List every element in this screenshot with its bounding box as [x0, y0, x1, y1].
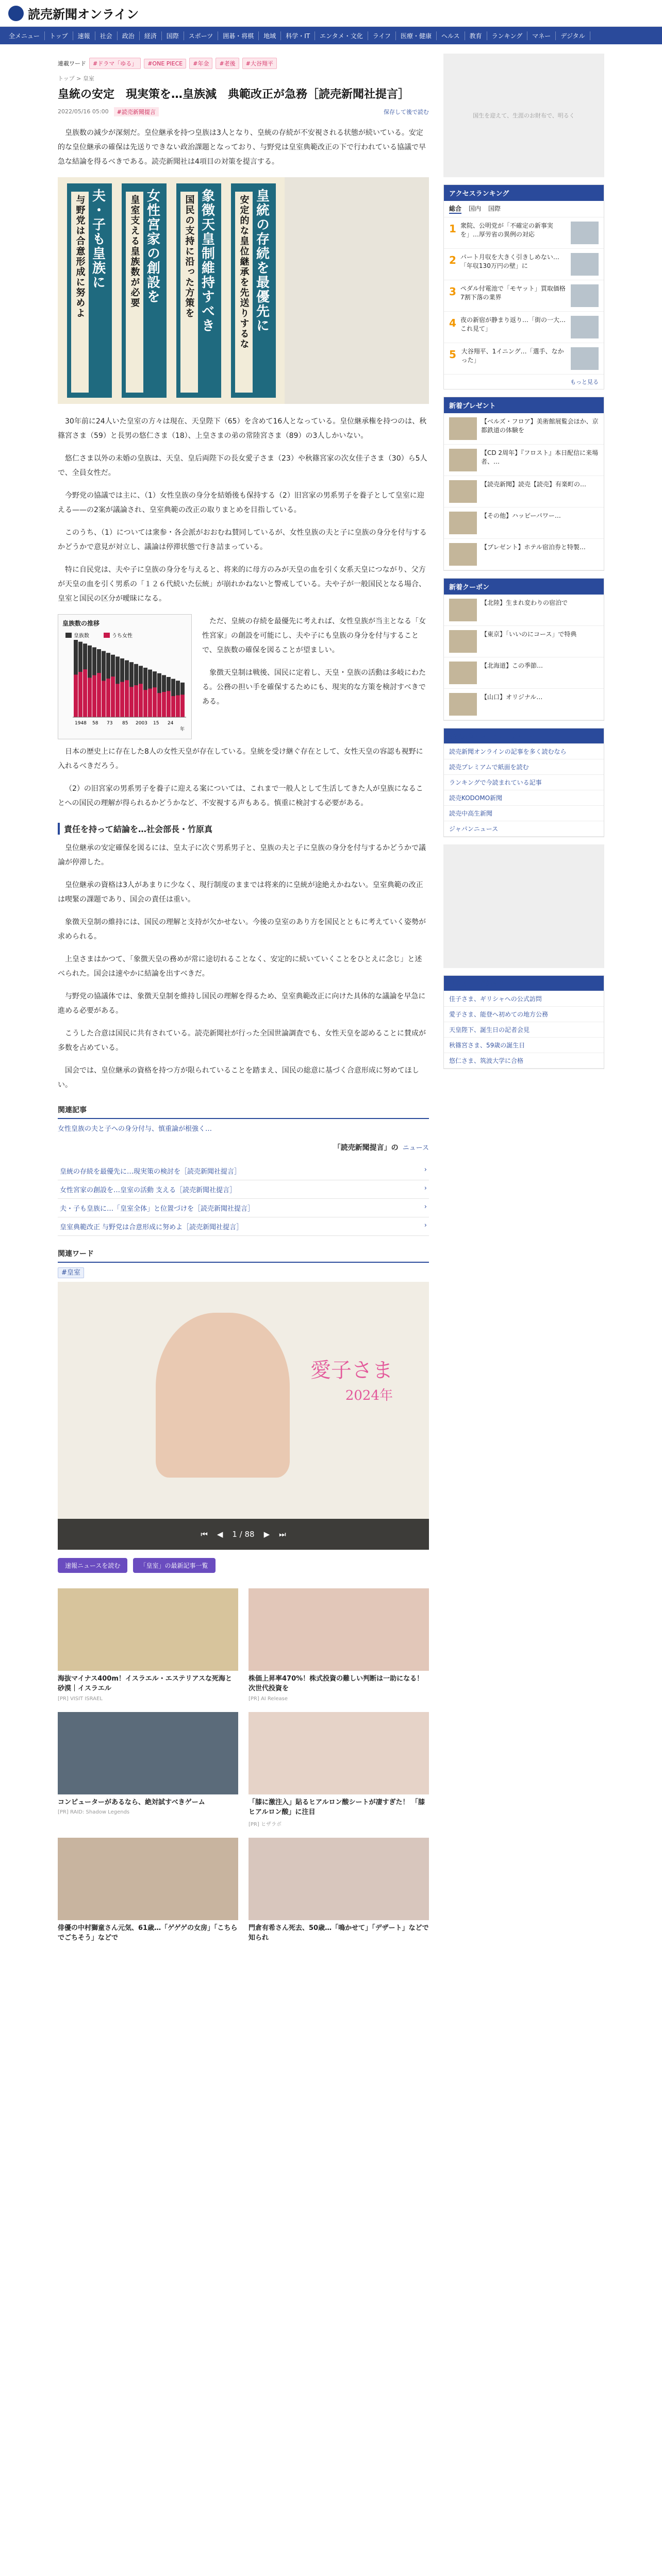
ranking-item[interactable]: 3 ペダル付電池で「モヤット」買取価格7割下落の業界	[444, 280, 604, 312]
keyword-heading: 関連ワード	[58, 1245, 429, 1263]
article-meta	[58, 107, 429, 116]
tag-link[interactable]: #老後	[216, 58, 239, 69]
service-link[interactable]: 読売中高生新聞	[444, 806, 604, 821]
article-paragraph: 皇位継承の資格は3人があまりに少なく、現行制度のままでは将来的に皇統が途絶えかねない。皇室典範の改正は喫緊の課題であり、国会の責任は重い。	[58, 880, 423, 904]
hero-block: 女性宮家の創設を 皇室支える皇族数が必要	[122, 183, 167, 398]
service-link[interactable]: ランキングで今読まれている記事	[444, 775, 604, 790]
latest-link[interactable]: 悠仁さま、筑波大学に合格	[444, 1053, 604, 1069]
ranking-more-link[interactable]: もっと見る	[570, 379, 599, 385]
bar-women	[125, 680, 129, 717]
tag-row	[58, 58, 429, 69]
ad-card[interactable]: 株価上昇率470%！株式投資の難しい判断は一助になる！次世代投資を [PR] AI Release	[249, 1588, 429, 1702]
bar-women	[180, 694, 185, 717]
related-heading: 関連記事	[58, 1101, 429, 1119]
nav-item[interactable]: ヘルス	[437, 31, 465, 40]
bar-women	[92, 675, 96, 717]
article-paragraph: 象徴天皇制は戦後、国民に定着し、天皇・皇族の活動は多岐にわたる。公務の担い手を確保するためにも、現実的な方策を検討すべきである。	[202, 668, 426, 706]
article-column	[58, 54, 429, 1945]
bar-women	[88, 677, 92, 717]
coupon-item[interactable]: 【北陸】生まれ変わりの宿泊で	[444, 595, 604, 626]
photo-caption: 愛子さま	[310, 1358, 393, 1382]
tag-link[interactable]: #大谷翔平	[242, 58, 277, 69]
article-paragraph: ただ、皇統の存続を最優先に考えれば、女性皇族が当主となる「女性宮家」の創設を可能にし、夫や子にも皇族の身分を付与することで、皇族数の確保を図ることが望ましい。	[202, 617, 426, 654]
coupon-item[interactable]: 【北海道】この季節…	[444, 657, 604, 689]
chart-title: 皇族数の推移	[62, 619, 100, 627]
present-item[interactable]: 【ベルズ・フロア】美術館展覧会ほか、京都鉄道の体験を	[444, 413, 604, 445]
nav-item[interactable]: マネー	[527, 31, 556, 40]
bar-women	[74, 674, 78, 717]
hero-block: 象徴天皇制維持すべき 国民の支持に沿った方策を	[176, 183, 221, 398]
hero-graphic	[58, 177, 429, 404]
photo-year: 2024年	[345, 1387, 393, 1403]
coupon-item[interactable]: 【山口】オリジナル…	[444, 689, 604, 720]
bar-women	[157, 693, 161, 717]
nav-item[interactable]: ライフ	[368, 31, 396, 40]
chevron-right-icon: ›	[424, 1221, 427, 1229]
nav-item[interactable]: 速報	[73, 31, 95, 40]
tag-link[interactable]: #年金	[189, 58, 212, 69]
bar-women	[106, 679, 110, 717]
chevron-right-icon: ›	[424, 1202, 427, 1211]
legend-total: 皇族数	[74, 633, 89, 639]
hero-block: 皇統の存続を最優先に 安定的な皇位継承を先送りするな	[231, 183, 276, 398]
related-item[interactable]: 女性宮家の創設を…皇室の活動 支える［読売新聞社提言］ ›	[58, 1180, 429, 1199]
service-link[interactable]: 読売プレミアムで紙面を読む	[444, 759, 604, 775]
ranking-box	[443, 184, 604, 389]
bar-women	[97, 673, 101, 717]
coupon-box	[443, 578, 604, 721]
site-logo[interactable]	[8, 4, 139, 22]
latest-box	[443, 975, 604, 1069]
bar-women	[143, 690, 147, 717]
related-list	[58, 1162, 429, 1236]
bar-women	[171, 696, 175, 717]
article-paragraph: 日本の歴史上に存在した8人の女性天皇が存在している。皇統を受け継ぐ存在として、女性天皇の容認も視野に入れるべきだろう。	[58, 747, 423, 770]
series-end	[58, 1142, 429, 1153]
bar-women	[134, 685, 138, 717]
bar-women	[111, 676, 115, 717]
present-item[interactable]: 【CD 2周年】『フロスト』本日配信に来場者、…	[444, 445, 604, 476]
article-paragraph: 特に自民党は、夫や子に皇族の身分を与えると、将来的に母方のみが天皇の血を引く女系天皇につながり、父方が天皇の血を引く男系の「１２６代続いた伝統」が崩れかねないと警戒している。夫や子が一般国民となる場合、皇室と国民の区分が曖昧になる。	[58, 565, 426, 603]
article-paragraph: 皇位継承の安定確保を図るには、皇太子に次ぐ男系男子と、皇族の夫と子に皇族の身分を付与するかどうかで議論が停滞した。	[58, 843, 426, 867]
gallery-controls	[58, 1519, 429, 1550]
article-paragraph: 今野党の協議では主に、（1）女性皇族の身分を結婚後も保持する（2）旧宮家の男系男子を養子として皇室に迎える——の2案が議論され、皇室典範の改正の取りまとめを目指している。	[58, 491, 424, 514]
x-tick: 2003	[136, 720, 147, 726]
latest-link[interactable]: 佳子さま、ギリシャへの公式訪問	[444, 991, 604, 1007]
article-paragraph: 与野党の協議体では、象徴天皇制を維持し国民の理解を得るため、皇室典範改正に向けた具体的な議論を早急に進める必要がある。	[58, 992, 426, 1015]
article-paragraph: このうち、（1）については衆参・各会派がおおむね賛同しているが、女性皇族の夫と子に皇族の身分を付与するかどうかで意見が対立し、議論は停滞状態で行き詰まっている。	[58, 528, 427, 551]
service-link[interactable]: ジャパンニュース	[444, 821, 604, 837]
ranking-item[interactable]: 1 衆院、公明党が「不確定の新事実を」…厚労省の異例の対応	[444, 217, 604, 249]
nav-item[interactable]: 経済	[140, 31, 162, 40]
save-later-button[interactable]: 保存して後で読む	[384, 108, 429, 115]
x-axis-label: 年	[180, 726, 185, 732]
logo-mark-icon	[8, 6, 24, 21]
ad-card[interactable]: 俳優の中村獅童さん元気、61歳…「ゲゲゲの女房」「こちらでごちそう」などで	[58, 1838, 238, 1945]
bar-women	[129, 687, 134, 717]
bar-women	[115, 684, 120, 717]
coupon-item[interactable]: 【東京】「いいのにコース」で特典	[444, 626, 604, 657]
hero-photo	[285, 177, 429, 404]
main-nav	[0, 27, 662, 44]
nav-item[interactable]: 政治	[118, 31, 140, 40]
breadcrumb[interactable]: トップ > 皇室	[58, 75, 94, 82]
last-icon[interactable]: ⏭	[279, 1529, 286, 1539]
bar-women	[120, 682, 124, 717]
nav-item[interactable]: 囲碁・将棋	[218, 31, 259, 40]
nav-item[interactable]: ランキング	[487, 31, 528, 40]
photo-gallery[interactable]	[58, 1282, 429, 1550]
ranking-item[interactable]: 5 大谷翔平、1イニング…「選手、なかった」	[444, 343, 604, 375]
article-paragraph: 30年前に24人いた皇室の方々は現在、天皇陛下（65）を含めて16人となっている。皇位継承権を持つのは、秋篠宮さま（59）と長男の悠仁さま（18）、上皇さまの弟の常陸宮さま（89）の3人しかいない。	[58, 417, 427, 440]
article-paragraph: こうした合意は国民に共有されている。読売新聞社が行った全国世論調査でも、女性天皇を認めることに賛成が多数を占めている。	[58, 1029, 426, 1052]
x-tick: 24	[168, 720, 174, 726]
tab-overall[interactable]: 総合	[449, 204, 461, 214]
x-tick: 15	[153, 720, 159, 726]
prev-icon[interactable]: ◀	[217, 1529, 223, 1539]
services-heading: 読売新聞オンラインのおすすめ	[444, 728, 604, 744]
bar-women	[78, 672, 82, 717]
ad-grid	[58, 1588, 429, 1945]
bar-women	[102, 681, 106, 717]
publish-date: 2022/05/16 05:00	[58, 108, 109, 115]
ad-card[interactable]: 門倉有希さん死去、50歳…「鳴かせて」「デザート」などで知られ	[249, 1838, 429, 1945]
ranking-item[interactable]: 4 夜の新宿が静まり返り…「街の一大…これ見て」	[444, 312, 604, 343]
hero-text-panel	[58, 177, 285, 404]
series-badge[interactable]: #読売新聞提言	[114, 107, 159, 116]
x-tick: 58	[92, 720, 98, 726]
series-news-link[interactable]: ニュース	[402, 1144, 429, 1153]
nav-item[interactable]: 科学・IT	[281, 31, 315, 40]
latest-imperial-button[interactable]: 「皇室」の最新記事一覧	[133, 1558, 216, 1573]
portrait-photo	[156, 1313, 290, 1478]
article-paragraph: 象徴天皇制の維持には、国民の理解と支持が欠かせない。今後の皇室のあり方を国民とともに考えていく姿勢が求められる。	[58, 918, 426, 941]
nav-item[interactable]: 教育	[465, 31, 487, 40]
first-icon[interactable]: ⏮	[201, 1529, 208, 1539]
related-item[interactable]: 皇統の存続を最優先に…現実策の検討を［読売新聞社提言］ ›	[58, 1162, 429, 1180]
bar-women	[176, 695, 180, 717]
nav-item[interactable]: スポーツ	[184, 31, 219, 40]
bar-women	[167, 691, 171, 717]
legend-women: うち女性	[112, 633, 133, 639]
hero-block: 夫・子も皇族に 与野党は合意形成に努めよ	[67, 183, 112, 398]
nav-item[interactable]: トップ	[45, 31, 73, 40]
nav-item[interactable]: デジタル	[556, 31, 590, 40]
sidebar-ad[interactable]: 国生を迎えて、生涯のお財布で、明るく	[443, 54, 604, 177]
present-item[interactable]: 【プレゼント】ホテル宿泊券と特製…	[444, 539, 604, 570]
ranking-tabs	[444, 201, 604, 217]
ranking-item[interactable]: 2 パート月収を大きく引きしめない…「年収130万円の壁」に	[444, 249, 604, 280]
tag-link[interactable]: #ドラマ「ゆる」	[89, 58, 141, 69]
related-item[interactable]: 皇室典範改正 与野党は合意形成に努めよ［読売新聞社提言］ ›	[58, 1217, 429, 1236]
nav-item[interactable]: 国際	[162, 31, 184, 40]
bar-women	[139, 684, 143, 717]
ad-card[interactable]: 「膝に激注入」貼るヒアルロン酸シートが凄すぎた！ 「膝ヒアルロン酸」に注目 [PR] ヒザラボ	[249, 1712, 429, 1827]
next-icon[interactable]: ▶	[263, 1529, 270, 1539]
gallery-counter: 1 / 88	[232, 1529, 255, 1539]
bar-women	[148, 688, 152, 717]
related-lead-link[interactable]: 女性皇族の夫と子への身分付与、慎重論が根強く…	[58, 1125, 212, 1133]
present-box	[443, 397, 604, 571]
keyword-tag[interactable]: #皇室	[58, 1267, 84, 1278]
sidebar-ad-2[interactable]	[443, 844, 604, 968]
tab-domestic[interactable]: 国内	[469, 205, 482, 212]
service-link[interactable]: 読売KODOMO新聞	[444, 790, 604, 806]
article-title: 皇統の安定 現実策を…皇族減 典範改正が急務［読売新聞社提言］	[58, 88, 410, 101]
present-heading: 新着プレゼント	[444, 397, 604, 413]
chevron-right-icon: ›	[424, 1165, 427, 1174]
latest-link[interactable]: 秋篠宮さま、59歳の誕生日	[444, 1038, 604, 1053]
logo-text: 読売新聞オンライン	[28, 7, 139, 22]
top-header	[0, 0, 662, 27]
service-link[interactable]: 読売新聞オンラインの記事を多く読むなら	[444, 744, 604, 759]
article-paragraph: 国会では、皇位継承の資格を持つ方が限られていることを踏まえ、国民の総意に基づく合意形成に努めてほしい。	[58, 1066, 419, 1089]
series-end-label: 「読売新聞提言」の	[333, 1143, 399, 1152]
latest-heading: 「皇室」の最新記事	[444, 976, 604, 991]
bar-women	[83, 669, 87, 717]
nav-item[interactable]: 社会	[95, 31, 118, 40]
ranking-heading: アクセスランキング	[444, 185, 604, 201]
tag-label: 連載ワード	[58, 60, 86, 67]
ad-card[interactable]: コンピューターがあるなら、絶対試すべきゲーム [PR] RAID: Shadow Legends	[58, 1712, 238, 1827]
article-paragraph: （2）の旧宮家の男系男子を養子に迎える案については、これまで一般人として生活してきた人が皇族になることへの国民の理解が得られるかどうかなど、不安視する声もある。慎重に検討する必要がある。	[58, 784, 423, 807]
nav-item[interactable]: 医療・健康	[396, 31, 437, 40]
breaking-news-button[interactable]: 速報ニュースを読む	[58, 1558, 127, 1573]
related-item[interactable]: 夫・子も皇族に…「皇室全体」と位置づけを［読売新聞社提言］ ›	[58, 1199, 429, 1217]
article-lead: 皇族数の減少が深刻だ。皇位継承を持つ皇族は3人となり、皇統の存続が不安視される状態が続いている。安定的な皇位継承の確保は先送りできない政治課題となっており、与野党は皇室典範改正の下で行われている協議で早急な結論を得るべきである。読売新聞社は4項目の対策を提言する。	[58, 128, 426, 166]
latest-link[interactable]: 愛子さま、能登へ初めての地方公務	[444, 1007, 604, 1022]
imperial-family-chart	[58, 614, 192, 739]
x-tick: 1948	[75, 720, 87, 726]
latest-link[interactable]: 天皇陛下、誕生日の記者会見	[444, 1022, 604, 1038]
present-item[interactable]: 【読売新聞】読売【読売】有楽町の…	[444, 476, 604, 507]
section-heading: 責任を持って結論を…社会部長・竹原真	[58, 823, 429, 835]
article-paragraph: 上皇さまはかつて、「象徴天皇の務めが常に途切れることなく、安定的に続いていくことをひとえに念じ」と述べられた。国会は速やかに結論を出すべきだ。	[58, 955, 422, 978]
services-box	[443, 728, 604, 837]
article-paragraph: 悠仁さま以外の未婚の皇族は、天皇、皇后両陛下の長女愛子さま（23）や秋篠宮家の次女佳子さま（30）ら5人で、全員女性だ。	[58, 454, 427, 477]
bar-women	[162, 692, 166, 717]
nav-item[interactable]: エンタメ・文化	[315, 31, 368, 40]
chart-svg	[62, 630, 188, 733]
ad-card[interactable]: 海抜マイナス400m！イスラエル・エステリアスな死海と砂漠｜イスラエル [PR] VISIT ISRAEL	[58, 1588, 238, 1702]
nav-item[interactable]: 地域	[259, 31, 281, 40]
sidebar	[443, 54, 604, 1945]
nav-item[interactable]: 全メニュー	[4, 31, 45, 40]
x-tick: 73	[107, 720, 113, 726]
x-tick: 85	[122, 720, 128, 726]
tab-intl[interactable]: 国際	[488, 205, 501, 212]
present-item[interactable]: 【その他】ハッピーパワー…	[444, 507, 604, 539]
tag-link[interactable]: #ONE PIECE	[144, 59, 186, 69]
coupon-heading: 新着クーポン	[444, 579, 604, 595]
bar-women	[153, 687, 157, 717]
chevron-right-icon: ›	[424, 1184, 427, 1192]
